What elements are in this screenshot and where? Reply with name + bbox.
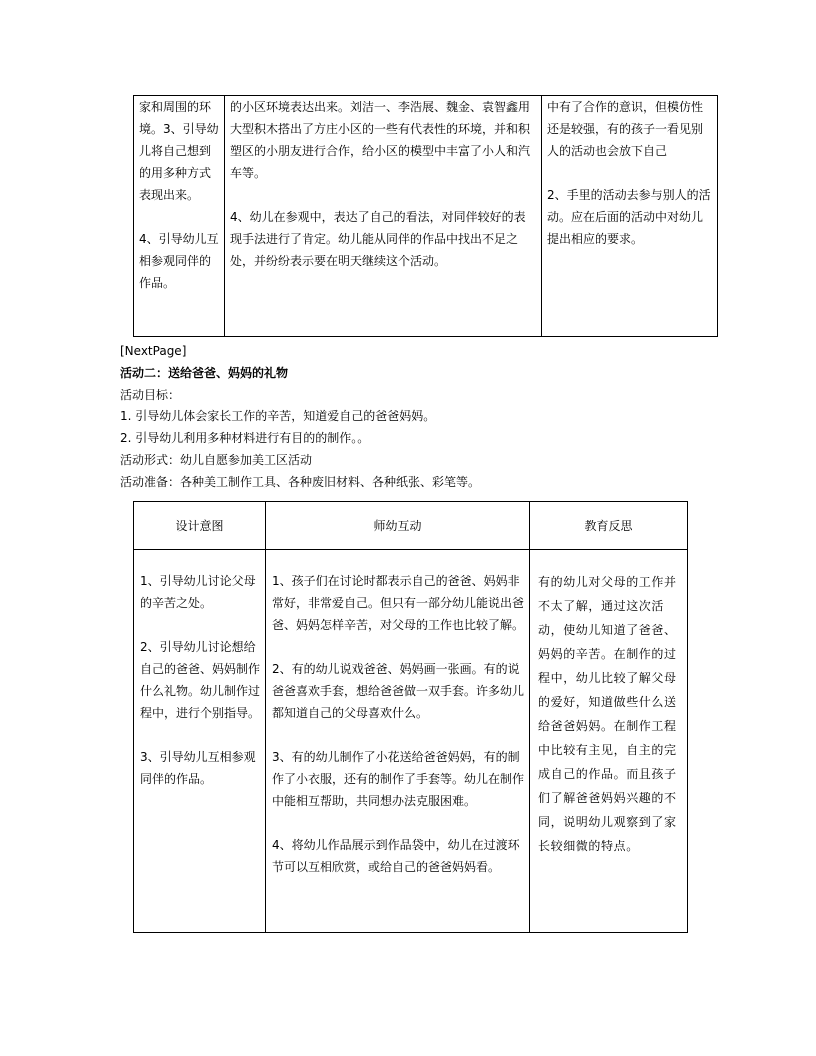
cell-paragraph: 2、手里的活动去参与别人的活动。应在后面的活动中对幼儿提出相应的要求。 [547, 188, 711, 246]
cell-paragraph: 4、幼儿在参观中，表达了自己的看法，对同伴较好的表现手法进行了肯定。幼儿能从同伴的作品中找出不足之处，并纷纷表示要在明天继续这个活动。 [230, 210, 526, 268]
activity-preparation: 活动准备：各种美工制作工具、各种废旧材料、各种纸张、彩笔等。 [120, 475, 481, 489]
cell-paragraph: 的小区环境表达出来。刘洁一、李浩展、魏金、袁智鑫用大型积木搭出了方庄小区的一些有代表性的环境，并和积塑区的小朋友进行合作，给小区的模型中丰富了小人和汽车等。 [230, 100, 531, 180]
design-intent-cell [134, 96, 225, 337]
cell-paragraph: 2、引导幼儿讨论想给自己的爸爸、妈妈制作什么礼物。幼儿制作过程中，进行个别指导。 [140, 640, 261, 720]
next-page-marker: [NextPage] [120, 344, 187, 358]
activity-title: 活动二：送给爸爸、妈妈的礼物 [120, 366, 289, 380]
cell-paragraph: 1、引导幼儿讨论父母的辛苦之处。 [140, 574, 256, 610]
activity-two-table [133, 501, 688, 933]
header-interaction: 师幼互动 [266, 502, 530, 550]
cell-paragraph: 4、引导幼儿互相参观同伴的作品。 [139, 232, 219, 290]
cell-paragraph: 3、有的幼儿制作了小花送给爸爸妈妈，有的制作了小衣服，还有的制作了手套等。幼儿在制作中能相互帮助，共同想办法克服困难。 [272, 750, 525, 808]
interaction-cell [225, 96, 542, 337]
cell-paragraph: 1、孩子们在讨论时都表示自己的爸爸、妈妈非常好，非常爱自己。但只有一部分幼儿能说出爸爸、妈妈怎样辛苦，对父母的工作也比较了解。 [272, 574, 525, 632]
cell-paragraph: 家和周围的环境。3、引导幼儿将自己想到的用多种方式表现出来。 [139, 100, 219, 202]
interaction-cell [266, 550, 530, 933]
reflection-cell [530, 550, 688, 933]
design-intent-cell [134, 550, 266, 933]
cell-paragraph: 2、有的幼儿说戏爸爸、妈妈画一张画。有的说爸爸喜欢手套，想给爸爸做一双手套。许多幼儿都知道自己的父母喜欢什么。 [272, 662, 525, 720]
goal-item: 1. 引导幼儿体会家长工作的辛苦，知道爱自己的爸爸妈妈。 [120, 409, 436, 423]
cell-paragraph: 中有了合作的意识，但模仿性还是较强，有的孩子一看见别人的活动也会放下自己 [547, 100, 704, 158]
goals-label: 活动目标： [120, 388, 181, 402]
cell-paragraph: 有的幼儿对父母的工作并不太了解，通过这次活动，使幼儿知道了爸爸、妈妈的辛苦。在制作的过程中，幼儿比较了解父母的爱好，知道做些什么送给爸爸妈妈。在制作工程中比较有主见，自主的完成自己的作品。而且孩子们了解爸爸妈妈兴趣的不同，说明幼儿观察到了家长较细微的特点。 [538, 575, 677, 853]
activity-form: 活动形式：幼儿自愿参加美工区活动 [120, 453, 313, 467]
activity-table-continued [133, 95, 718, 337]
reflection-cell [542, 96, 718, 337]
header-reflection: 教育反思 [530, 502, 688, 550]
goal-item: 2. 引导幼儿利用多种材料进行有目的的制作。。 [120, 431, 370, 445]
cell-paragraph: 3、引导幼儿互相参观同伴的作品。 [140, 750, 256, 786]
header-design-intent: 设计意图 [134, 502, 266, 550]
cell-paragraph: 4、将幼儿作品展示到作品袋中，幼儿在过渡环节可以互相欣赏，或给自己的爸爸妈妈看。 [272, 838, 520, 874]
